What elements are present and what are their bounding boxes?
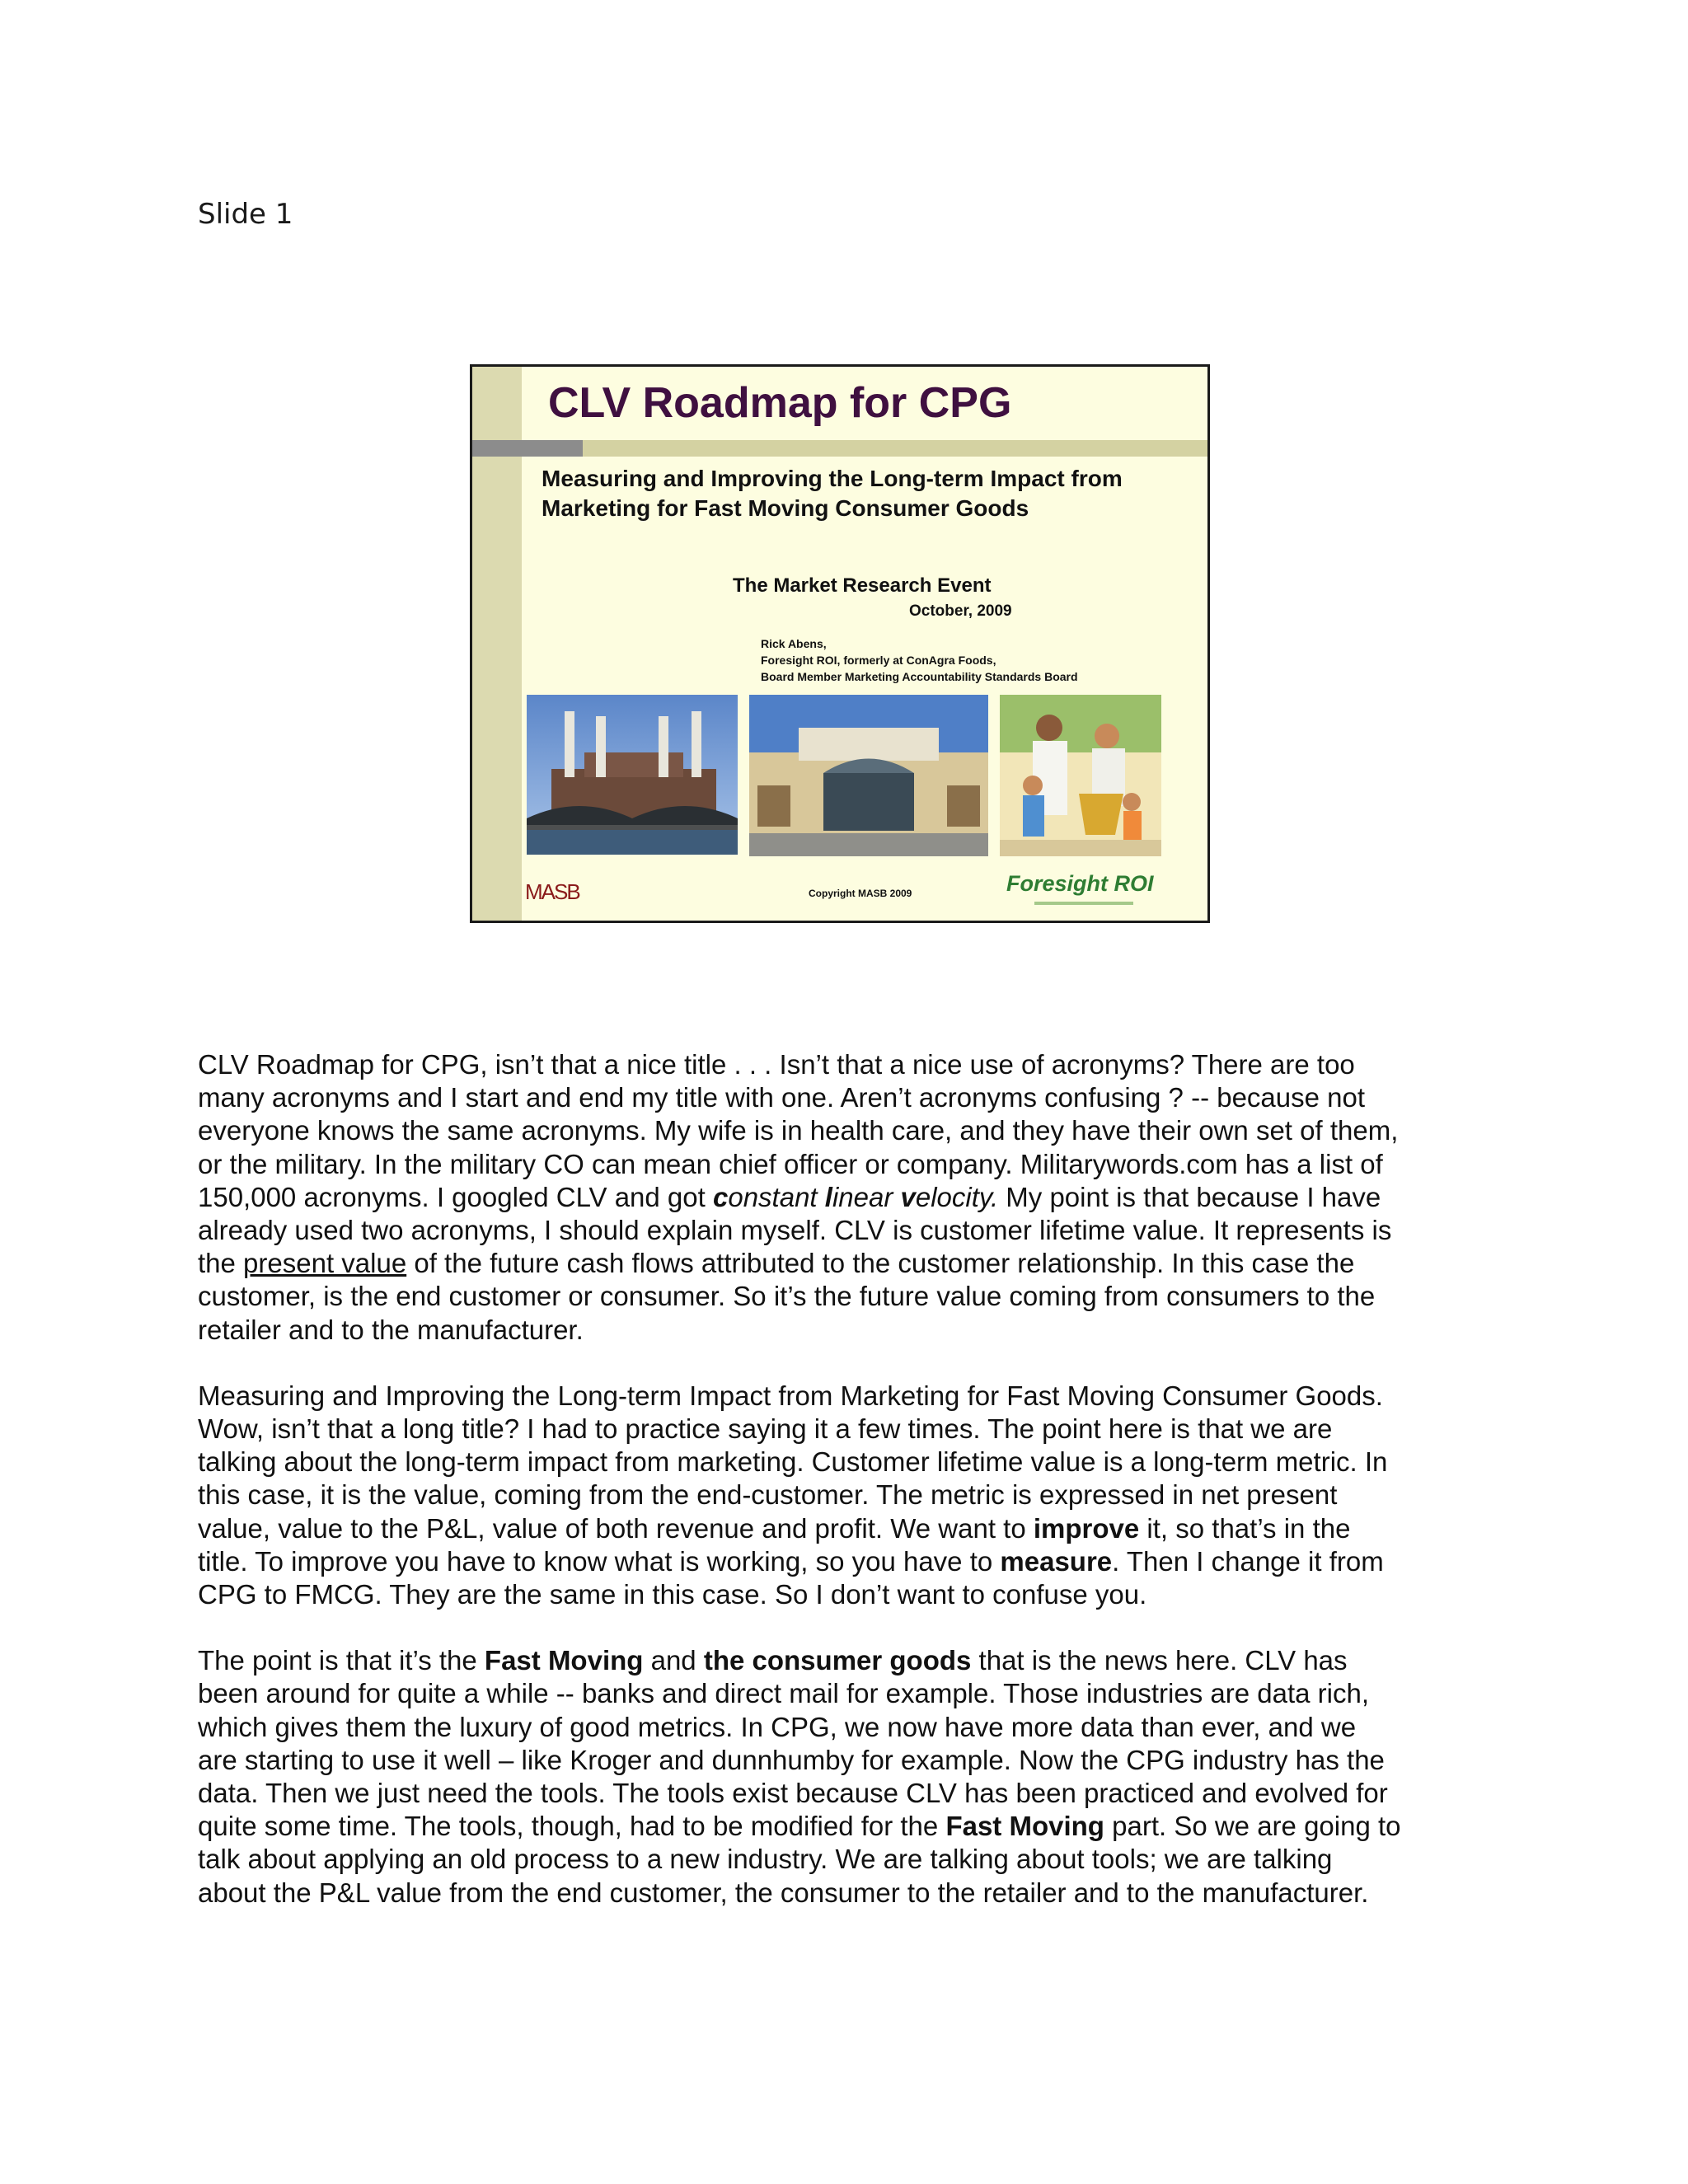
notes-line: or the military. In the military CO can mean chief officer or company. Militarywords.com has a list of [198, 1148, 1383, 1179]
notes-line [198, 1247, 1500, 1280]
bold-term: improve [1033, 1512, 1140, 1544]
notes-line: Wow, isn’t that a long title? I had to practice saying it a few times. The point here is that we are [198, 1413, 1333, 1445]
slide-date: October, 2009 [909, 602, 1012, 620]
notes-line: which gives them the luxury of good metrics. In CPG, we now have more data than ever, and we [198, 1711, 1357, 1742]
notes-text: the [198, 1248, 244, 1279]
italic-text: elocity. [915, 1181, 999, 1212]
slide-title: CLV Roadmap for CPG [548, 379, 1012, 427]
notes-paragraph [198, 1048, 1500, 1347]
speaker-notes [198, 1048, 1500, 1943]
notes-line: this case, it is the value, coming from the end-customer. The metric is expressed in net present [198, 1479, 1338, 1511]
masb-logo: MASB [525, 879, 579, 904]
emphasis-letter: l [824, 1181, 832, 1212]
notes-line [198, 1512, 1500, 1545]
notes-line: been around for quite a while -- banks and direct mail for example. Those industries are data rich, [198, 1678, 1369, 1709]
slide-event-name: The Market Research Event [733, 574, 992, 597]
bold-term: Fast Moving [945, 1811, 1104, 1842]
notes-text: 150,000 acronyms. I googled CLV and got [198, 1181, 713, 1212]
notes-text: title. To improve you have to know what is working, so you have to [198, 1545, 1001, 1577]
italic-text: inear [832, 1181, 901, 1212]
notes-line: retailer and to the manufacturer. [198, 1314, 584, 1345]
slide-number-label: Slide 1 [198, 198, 293, 231]
emphasis-letter: v [900, 1181, 916, 1212]
slide-subtitle [542, 464, 1201, 523]
italic-text: onstant [728, 1181, 825, 1212]
notes-text: quite some time. The tools, though, had to be modified for the [198, 1811, 946, 1842]
notes-line: data. Then we just need the tools. The tools exist because CLV has been practiced and evolved for [198, 1778, 1388, 1809]
bold-term: Fast Moving [484, 1645, 644, 1676]
notes-text: value, value to the P&L, value of both revenue and profit. We want to [198, 1512, 1034, 1544]
notes-line [198, 1644, 1500, 1677]
notes-text: The point is that it’s the [198, 1645, 485, 1676]
notes-line: talking about the long-term impact from marketing. Customer lifetime value is a long-term metric. In [198, 1446, 1388, 1478]
family-photo [1000, 695, 1161, 856]
notes-line: CPG to FMCG. They are the same in this case. So I don’t want to confuse you. [198, 1579, 1147, 1610]
slide-subtitle-line: Marketing for Fast Moving Consumer Goods [542, 495, 1029, 521]
slide-subtitle-line: Measuring and Improving the Long-term Impact from [542, 466, 1123, 491]
notes-line [198, 1545, 1500, 1578]
notes-text: . Then I change it from [1112, 1545, 1384, 1577]
slide-thumbnail [470, 364, 1210, 923]
foresight-logo-tagline-bar [1034, 902, 1133, 905]
notes-text: My point is that because I have [998, 1181, 1381, 1212]
notes-paragraph [198, 1380, 1500, 1611]
bold-term: measure [1000, 1545, 1113, 1577]
notes-line: many acronyms and I start and end my title with one. Aren’t acronyms confusing ? -- because not [198, 1082, 1366, 1113]
notes-line: everyone knows the same acronyms. My wife is in health care, and they have their own set of them, [198, 1115, 1399, 1146]
power-station-photo [527, 695, 738, 855]
slide-author-affiliation: Foresight ROI, formerly at ConAgra Foods, [761, 654, 996, 667]
notes-line: CLV Roadmap for CPG, isn’t that a nice title . . . Isn’t that a nice use of acronyms? There are too [198, 1049, 1355, 1080]
notes-text: and [643, 1645, 704, 1676]
slide-author-role: Board Member Marketing Accountability Standards Board [761, 670, 1078, 683]
emphasis-letter: c [712, 1181, 729, 1212]
notes-line: about the P&L value from the end customer, the consumer to the retailer and to the manufacturer. [198, 1877, 1369, 1908]
storefront-photo [749, 695, 988, 856]
slide-copyright: Copyright MASB 2009 [809, 888, 912, 899]
notes-paragraph [198, 1644, 1500, 1910]
notes-line: talk about applying an old process to a new industry. We are talking about tools; we are talking [198, 1844, 1333, 1875]
notes-line: Measuring and Improving the Long-term Impact from Marketing for Fast Moving Consumer Goods. [198, 1380, 1383, 1411]
slide-author-block [761, 635, 1078, 685]
notes-text: it, so that’s in the [1139, 1512, 1351, 1544]
foresight-roi-logo: Foresight ROI [1006, 871, 1154, 896]
slide-author-name: Rick Abens, [761, 637, 827, 650]
notes-line [198, 1810, 1500, 1843]
underlined-term: present value [243, 1248, 407, 1279]
bold-term: the consumer goods [703, 1645, 972, 1676]
notes-line [198, 1181, 1500, 1214]
slide-header-band-accent [472, 440, 583, 457]
notes-line: already used two acronyms, I should explain myself. CLV is customer lifetime value. It represents is [198, 1215, 1392, 1246]
notes-text: that is the news here. CLV has [971, 1645, 1348, 1676]
notes-text: of the future cash flows attributed to the customer relationship. In this case the [406, 1248, 1355, 1279]
notes-line: are starting to use it well – like Kroger and dunnhumby for example. Now the CPG industry has the [198, 1744, 1385, 1775]
notes-text: part. So we are going to [1104, 1811, 1401, 1842]
notes-line: customer, is the end customer or consumer. So it’s the future value coming from consumers to the [198, 1281, 1376, 1312]
